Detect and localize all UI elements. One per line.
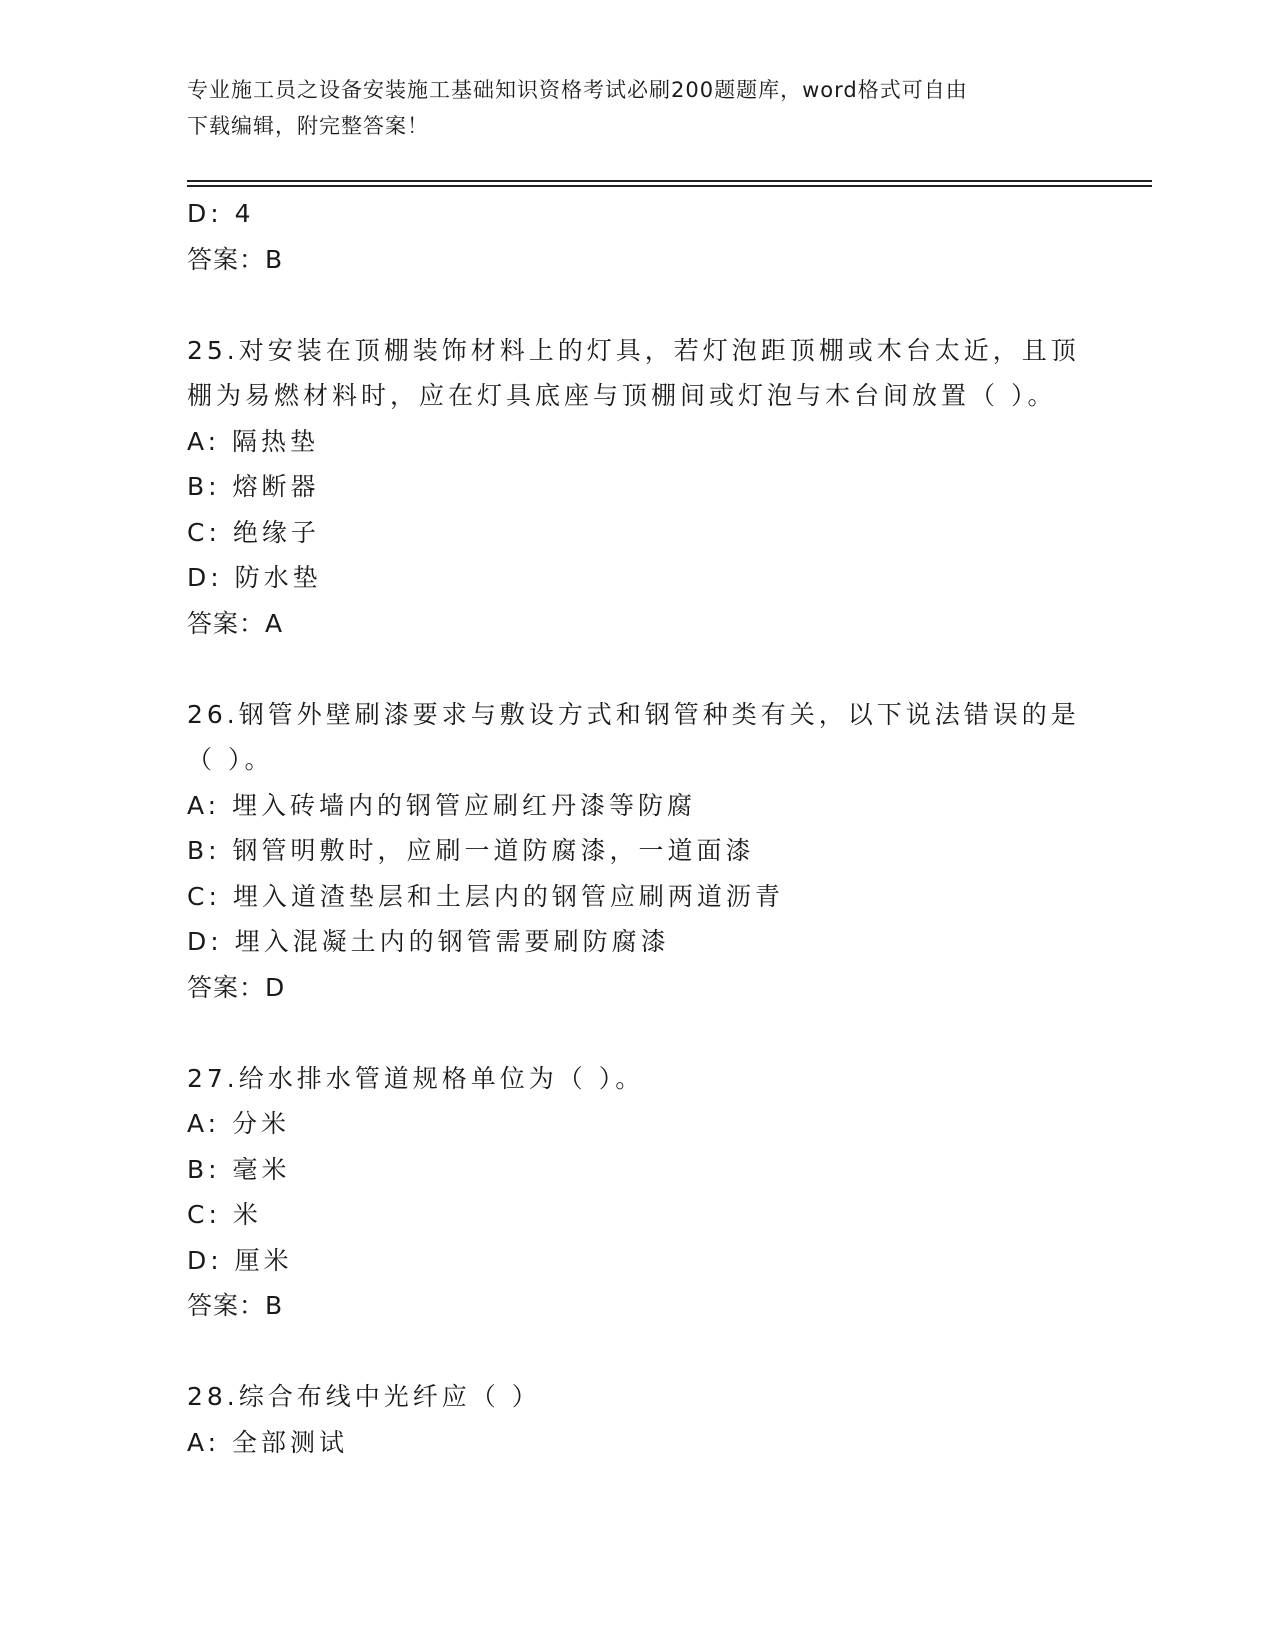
answer: 答案：D bbox=[187, 972, 286, 1002]
option-c: C: 埋入道渣垫层和土层内的钢管应刷两道沥青 bbox=[187, 881, 784, 911]
question-content bbox=[187, 191, 1087, 1465]
prev-option-d: D: 4 bbox=[187, 199, 255, 228]
question-28 bbox=[187, 1374, 1087, 1465]
spacer bbox=[187, 646, 1087, 692]
option-b: B: 毫米 bbox=[187, 1154, 291, 1184]
option-b: B: 熔断器 bbox=[187, 472, 320, 501]
prev-answer: 答案：B bbox=[187, 244, 284, 274]
spacer bbox=[187, 282, 1087, 328]
question-text-line: 25.对安装在顶棚装饰材料上的灯具，若灯泡距顶棚或木台太近，且顶 bbox=[187, 335, 1080, 365]
spacer bbox=[187, 1010, 1087, 1056]
question-text-line: 27.给水排水管道规格单位为（ ）。 bbox=[187, 1063, 645, 1093]
option-a: A: 分米 bbox=[187, 1109, 291, 1138]
page-header bbox=[187, 72, 1087, 144]
question-text-line: 26.钢管外壁刷漆要求与敷设方式和钢管种类有关，以下说法错误的是 bbox=[187, 699, 1080, 729]
question-25 bbox=[187, 328, 1087, 647]
question-27 bbox=[187, 1056, 1087, 1329]
option-b: B: 钢管明敷时，应刷一道防腐漆，一道面漆 bbox=[187, 836, 755, 865]
option-a: A: 全部测试 bbox=[187, 1427, 349, 1457]
answer: 答案：B bbox=[187, 1291, 284, 1320]
question-text-line: （ ）。 bbox=[187, 745, 274, 774]
option-d: D: 埋入混凝土内的钢管需要刷防腐漆 bbox=[187, 927, 670, 956]
option-a: A: 隔热垫 bbox=[187, 426, 320, 456]
spacer bbox=[187, 1329, 1087, 1375]
option-a: A: 埋入砖墙内的钢管应刷红丹漆等防腐 bbox=[187, 790, 697, 820]
answer: 答案：A bbox=[187, 608, 284, 638]
header-line-2: 下载编辑，附完整答案！ bbox=[187, 114, 429, 138]
question-text-line: 28.综合布线中光纤应（ ） bbox=[187, 1382, 541, 1411]
header-divider-top bbox=[187, 180, 1152, 182]
option-c: C: 绝缘子 bbox=[187, 517, 320, 547]
option-c: C: 米 bbox=[187, 1200, 262, 1229]
question-text-line: 棚为易燃材料时，应在灯具底座与顶棚间或灯泡与木台间放置（ ）。 bbox=[187, 381, 1057, 410]
question-26 bbox=[187, 692, 1087, 1011]
option-d: D: 防水垫 bbox=[187, 563, 322, 592]
option-d: D: 厘米 bbox=[187, 1245, 293, 1275]
header-divider-bottom bbox=[187, 185, 1152, 187]
header-line-1: 专业施工员之设备安装施工基础知识资格考试必刷200题题库，word格式可自由 bbox=[187, 78, 968, 102]
